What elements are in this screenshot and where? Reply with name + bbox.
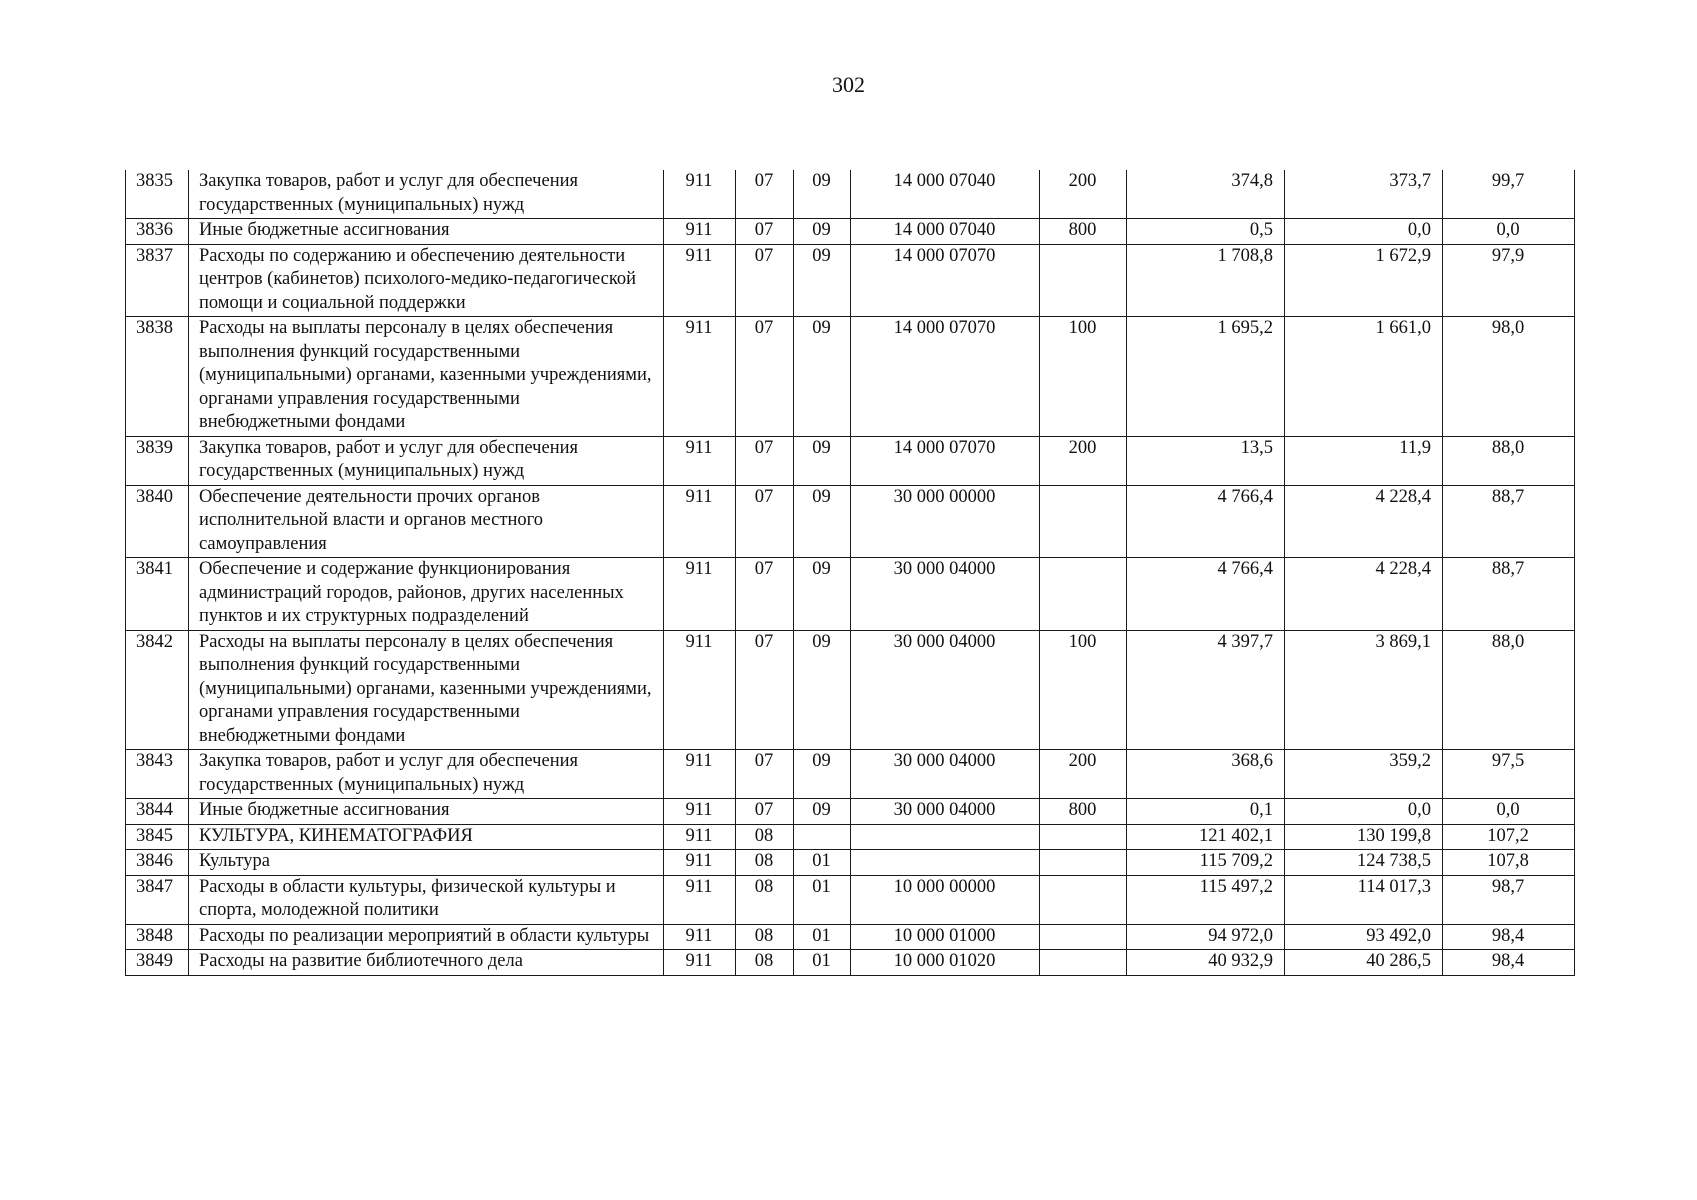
percent-cell: 107,2 [1443, 824, 1575, 850]
expense-type-cell [1040, 875, 1127, 924]
percent-cell: 98,4 [1443, 924, 1575, 950]
expense-name-cell: Расходы в области культуры, физической культуры и спорта, молодежной политики [189, 875, 664, 924]
expense-type-cell: 200 [1040, 750, 1127, 799]
expense-type-cell: 200 [1040, 170, 1127, 219]
table-body [126, 170, 1575, 975]
department-code-cell: 911 [664, 219, 736, 245]
actual-amount-cell: 11,9 [1285, 436, 1443, 485]
subsection-code-cell: 09 [794, 630, 851, 750]
row-number-cell: 3837 [126, 244, 189, 317]
percent-cell: 107,8 [1443, 850, 1575, 876]
planned-amount-cell: 40 932,9 [1127, 950, 1285, 976]
subsection-code-cell: 09 [794, 244, 851, 317]
table-row [126, 824, 1575, 850]
actual-amount-cell: 114 017,3 [1285, 875, 1443, 924]
subsection-code-cell: 09 [794, 485, 851, 558]
table-row [126, 558, 1575, 631]
table-row [126, 436, 1575, 485]
table-row [126, 485, 1575, 558]
table-row [126, 950, 1575, 976]
row-number-cell: 3847 [126, 875, 189, 924]
target-article-cell: 30 000 00000 [851, 485, 1040, 558]
row-number-cell: 3842 [126, 630, 189, 750]
expense-type-cell: 100 [1040, 630, 1127, 750]
table-row [126, 924, 1575, 950]
target-article-cell: 14 000 07040 [851, 170, 1040, 219]
expense-name-cell: Иные бюджетные ассигнования [189, 799, 664, 825]
department-code-cell: 911 [664, 875, 736, 924]
department-code-cell: 911 [664, 436, 736, 485]
percent-cell: 88,0 [1443, 630, 1575, 750]
row-number-cell: 3836 [126, 219, 189, 245]
table-row [126, 244, 1575, 317]
row-number-cell: 3849 [126, 950, 189, 976]
actual-amount-cell: 373,7 [1285, 170, 1443, 219]
expense-type-cell [1040, 950, 1127, 976]
target-article-cell: 10 000 00000 [851, 875, 1040, 924]
target-article-cell [851, 824, 1040, 850]
expense-name-cell: Закупка товаров, работ и услуг для обеспечения государственных (муниципальных) нужд [189, 170, 664, 219]
percent-cell: 98,4 [1443, 950, 1575, 976]
target-article-cell: 14 000 07040 [851, 219, 1040, 245]
actual-amount-cell: 1 672,9 [1285, 244, 1443, 317]
subsection-code-cell: 09 [794, 558, 851, 631]
department-code-cell: 911 [664, 317, 736, 437]
section-code-cell: 08 [736, 875, 794, 924]
target-article-cell: 30 000 04000 [851, 750, 1040, 799]
actual-amount-cell: 4 228,4 [1285, 485, 1443, 558]
percent-cell: 88,7 [1443, 485, 1575, 558]
expense-name-cell: Культура [189, 850, 664, 876]
department-code-cell: 911 [664, 799, 736, 825]
department-code-cell: 911 [664, 924, 736, 950]
subsection-code-cell: 01 [794, 875, 851, 924]
expense-type-cell [1040, 924, 1127, 950]
subsection-code-cell: 09 [794, 170, 851, 219]
percent-cell: 88,0 [1443, 436, 1575, 485]
department-code-cell: 911 [664, 244, 736, 317]
table-row [126, 799, 1575, 825]
target-article-cell: 14 000 07070 [851, 244, 1040, 317]
planned-amount-cell: 115 497,2 [1127, 875, 1285, 924]
row-number-cell: 3841 [126, 558, 189, 631]
section-code-cell: 08 [736, 950, 794, 976]
subsection-code-cell: 01 [794, 850, 851, 876]
target-article-cell: 10 000 01000 [851, 924, 1040, 950]
subsection-code-cell: 09 [794, 219, 851, 245]
actual-amount-cell: 1 661,0 [1285, 317, 1443, 437]
percent-cell: 98,7 [1443, 875, 1575, 924]
department-code-cell: 911 [664, 950, 736, 976]
percent-cell: 98,0 [1443, 317, 1575, 437]
actual-amount-cell: 124 738,5 [1285, 850, 1443, 876]
department-code-cell: 911 [664, 558, 736, 631]
section-code-cell: 07 [736, 317, 794, 437]
table-row [126, 875, 1575, 924]
planned-amount-cell: 0,5 [1127, 219, 1285, 245]
planned-amount-cell: 368,6 [1127, 750, 1285, 799]
percent-cell: 88,7 [1443, 558, 1575, 631]
target-article-cell: 30 000 04000 [851, 558, 1040, 631]
table-row [126, 317, 1575, 437]
subsection-code-cell: 01 [794, 950, 851, 976]
target-article-cell: 14 000 07070 [851, 436, 1040, 485]
expense-name-cell: Закупка товаров, работ и услуг для обеспечения государственных (муниципальных) нужд [189, 750, 664, 799]
percent-cell: 97,9 [1443, 244, 1575, 317]
table-row [126, 750, 1575, 799]
actual-amount-cell: 93 492,0 [1285, 924, 1443, 950]
percent-cell: 0,0 [1443, 799, 1575, 825]
expense-name-cell: Закупка товаров, работ и услуг для обеспечения государственных (муниципальных) нужд [189, 436, 664, 485]
actual-amount-cell: 0,0 [1285, 219, 1443, 245]
expense-type-cell [1040, 244, 1127, 317]
department-code-cell: 911 [664, 824, 736, 850]
percent-cell: 0,0 [1443, 219, 1575, 245]
section-code-cell: 08 [736, 924, 794, 950]
subsection-code-cell [794, 824, 851, 850]
expense-name-cell: Расходы на выплаты персоналу в целях обеспечения выполнения функций государственными (муниципальными) органами, казенными учреждениями, органами управления государственными внебюджетными фондами [189, 630, 664, 750]
planned-amount-cell: 115 709,2 [1127, 850, 1285, 876]
percent-cell: 99,7 [1443, 170, 1575, 219]
planned-amount-cell: 374,8 [1127, 170, 1285, 219]
table-row [126, 630, 1575, 750]
actual-amount-cell: 359,2 [1285, 750, 1443, 799]
section-code-cell: 07 [736, 750, 794, 799]
row-number-cell: 3843 [126, 750, 189, 799]
planned-amount-cell: 13,5 [1127, 436, 1285, 485]
table-row [126, 170, 1575, 219]
section-code-cell: 07 [736, 799, 794, 825]
budget-table [125, 170, 1575, 976]
section-code-cell: 08 [736, 824, 794, 850]
row-number-cell: 3846 [126, 850, 189, 876]
expense-name-cell: Расходы на выплаты персоналу в целях обеспечения выполнения функций государственными (муниципальными) органами, казенными учреждениями, органами управления государственными внебюджетными фондами [189, 317, 664, 437]
subsection-code-cell: 09 [794, 799, 851, 825]
percent-cell: 97,5 [1443, 750, 1575, 799]
expense-type-cell [1040, 485, 1127, 558]
department-code-cell: 911 [664, 750, 736, 799]
planned-amount-cell: 0,1 [1127, 799, 1285, 825]
actual-amount-cell: 40 286,5 [1285, 950, 1443, 976]
department-code-cell: 911 [664, 630, 736, 750]
actual-amount-cell: 4 228,4 [1285, 558, 1443, 631]
expense-name-cell: Расходы по содержанию и обеспечению деятельности центров (кабинетов) психолого-медико-педагогической помощи и социальной поддержки [189, 244, 664, 317]
planned-amount-cell: 1 695,2 [1127, 317, 1285, 437]
planned-amount-cell: 4 766,4 [1127, 558, 1285, 631]
table-row [126, 219, 1575, 245]
target-article-cell: 30 000 04000 [851, 630, 1040, 750]
section-code-cell: 07 [736, 558, 794, 631]
expense-name-cell: Обеспечение и содержание функционирования администраций городов, районов, других населенных пунктов и их структурных подразделений [189, 558, 664, 631]
planned-amount-cell: 4 397,7 [1127, 630, 1285, 750]
row-number-cell: 3835 [126, 170, 189, 219]
row-number-cell: 3840 [126, 485, 189, 558]
section-code-cell: 07 [736, 170, 794, 219]
row-number-cell: 3844 [126, 799, 189, 825]
department-code-cell: 911 [664, 485, 736, 558]
planned-amount-cell: 1 708,8 [1127, 244, 1285, 317]
expense-type-cell: 100 [1040, 317, 1127, 437]
subsection-code-cell: 09 [794, 436, 851, 485]
planned-amount-cell: 121 402,1 [1127, 824, 1285, 850]
expense-type-cell: 800 [1040, 219, 1127, 245]
actual-amount-cell: 130 199,8 [1285, 824, 1443, 850]
subsection-code-cell: 09 [794, 317, 851, 437]
planned-amount-cell: 4 766,4 [1127, 485, 1285, 558]
expense-name-cell: КУЛЬТУРА, КИНЕМАТОГРАФИЯ [189, 824, 664, 850]
planned-amount-cell: 94 972,0 [1127, 924, 1285, 950]
expense-name-cell: Иные бюджетные ассигнования [189, 219, 664, 245]
department-code-cell: 911 [664, 850, 736, 876]
expense-type-cell [1040, 558, 1127, 631]
section-code-cell: 07 [736, 630, 794, 750]
section-code-cell: 07 [736, 219, 794, 245]
row-number-cell: 3848 [126, 924, 189, 950]
target-article-cell: 14 000 07070 [851, 317, 1040, 437]
department-code-cell: 911 [664, 170, 736, 219]
section-code-cell: 08 [736, 850, 794, 876]
expense-name-cell: Расходы по реализации мероприятий в области культуры [189, 924, 664, 950]
row-number-cell: 3839 [126, 436, 189, 485]
subsection-code-cell: 09 [794, 750, 851, 799]
expense-name-cell: Расходы на развитие библиотечного дела [189, 950, 664, 976]
expense-type-cell: 800 [1040, 799, 1127, 825]
target-article-cell: 10 000 01020 [851, 950, 1040, 976]
expense-name-cell: Обеспечение деятельности прочих органов исполнительной власти и органов местного самоуправления [189, 485, 664, 558]
subsection-code-cell: 01 [794, 924, 851, 950]
expense-type-cell: 200 [1040, 436, 1127, 485]
section-code-cell: 07 [736, 244, 794, 317]
actual-amount-cell: 0,0 [1285, 799, 1443, 825]
actual-amount-cell: 3 869,1 [1285, 630, 1443, 750]
section-code-cell: 07 [736, 485, 794, 558]
target-article-cell: 30 000 04000 [851, 799, 1040, 825]
expense-type-cell [1040, 850, 1127, 876]
table-row [126, 850, 1575, 876]
row-number-cell: 3845 [126, 824, 189, 850]
row-number-cell: 3838 [126, 317, 189, 437]
target-article-cell [851, 850, 1040, 876]
expense-type-cell [1040, 824, 1127, 850]
page-number: 302 [832, 72, 865, 97]
section-code-cell: 07 [736, 436, 794, 485]
